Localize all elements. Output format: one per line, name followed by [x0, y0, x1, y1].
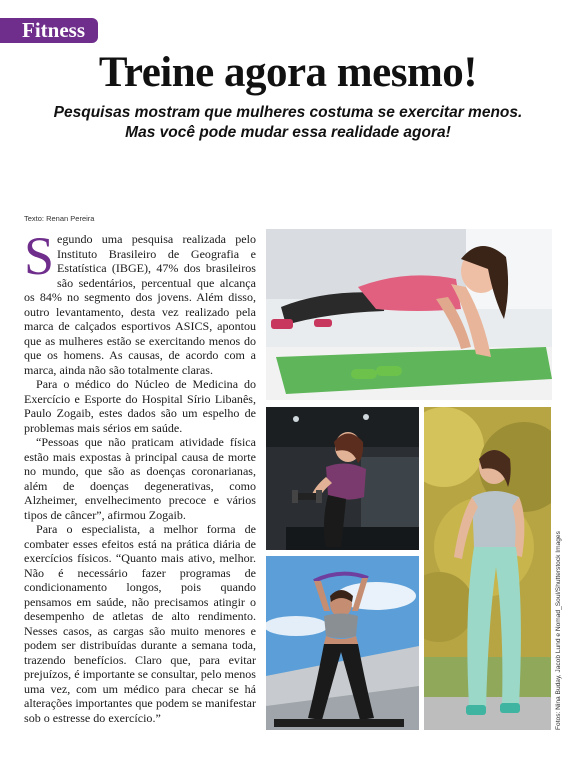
subhead-line-2: Mas você pode mudar essa realidade agora! [125, 124, 451, 141]
photo-plank-exercise [266, 229, 552, 400]
paragraph-text: egundo uma pesquisa realizada pelo Instituto Brasileiro de Geografia e Estatística (IBGE), 47% dos brasileiros são sedentários, percentual que alcança os 84% no segmento dos jovens. Além disso, outro levantamento, desta vez realizado pela marca de calçados esportivos ASICS, apontou que as mulheres estão se exercitando menos do que os homens. As causas, de acordo com a marca, ainda não são totalmente claras. [24, 232, 256, 377]
photo-credits: Fotos: Nina Buday, Jacob Lund e Nomad_Soul/Shutterstock Images [555, 531, 562, 730]
article-paragraph-1 [24, 226, 256, 377]
photo-walking-park [424, 407, 551, 730]
article-paragraph-4: Para o especialista, a melhor forma de combater esses efeitos está na prática diária de exercícios físicos. “Quanto mais ativo, melhor. Não é necessário fazer programas de condicionamento longos, pois quando pensamos em saúde, não precisamos atingir o desempenho de atletas de alto rendimento. Nesses casos, as cargas são muito menores e podem ser distribuídas durante a semana toda, trazendo benefícios. Claro que, para evitar prejuízos, é importante se consultar, pelo menos uma vez, com um médico para checar se há alterações importantes que podem se manifestar sob o estresse do exercício.” [24, 522, 256, 725]
subhead-line-1: Pesquisas mostram que mulheres costuma se exercitar menos. [53, 104, 523, 121]
headline: Treine agora mesmo! [98, 49, 478, 96]
article-paragraph-3: “Pessoas que não praticam atividade física estão mais expostas à principal causa de morte no mundo, que são as doenças coronarianas, além de doenças degenerativas, como Alzheimer, envelhecimento precoce e vários tipos de câncer”, afirmou Zogaib. [24, 435, 256, 522]
article-body [24, 226, 256, 725]
photo-band-exercise [266, 556, 419, 730]
dropcap: S [24, 226, 55, 286]
subhead [0, 103, 576, 143]
photo-dumbbell-exercise [266, 407, 419, 550]
section-tag: Fitness [0, 18, 98, 43]
article-paragraph-2: Para o médico do Núcleo de Medicina do Exercício e Esporte do Hospital Sírio Libanês, Paulo Zogaib, estes dados são um espelho de problemas mais sérios em saúde. [24, 377, 256, 435]
byline: Texto: Renan Pereira [24, 214, 95, 223]
